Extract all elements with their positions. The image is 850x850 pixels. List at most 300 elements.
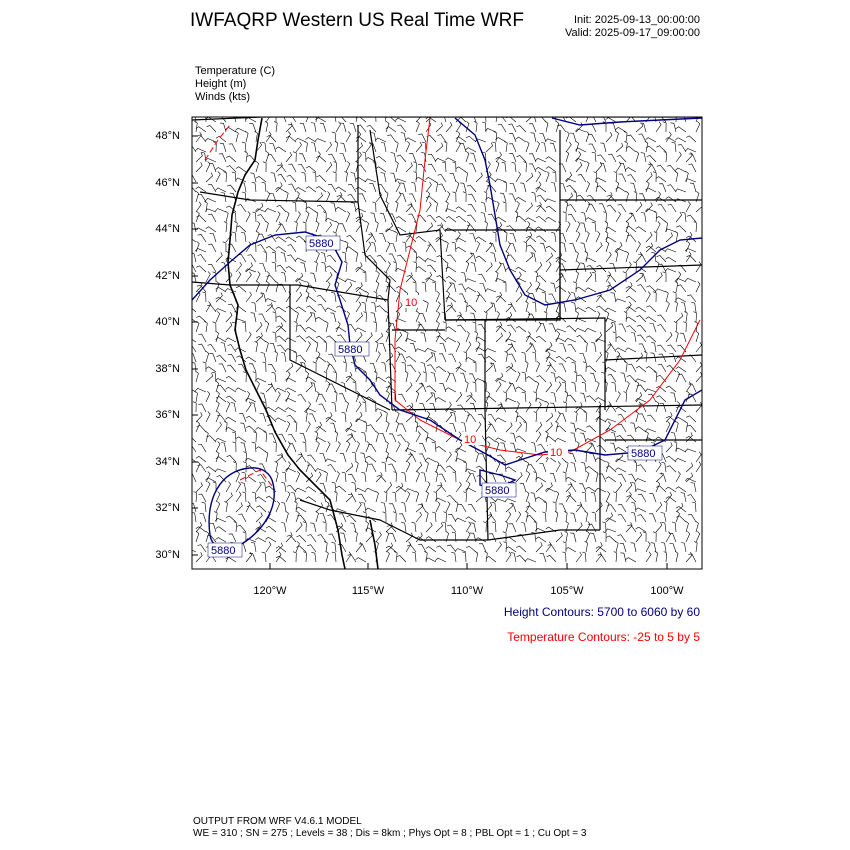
- wind-barb: [277, 265, 286, 272]
- wind-barb: [606, 342, 611, 352]
- wind-barb: [592, 512, 596, 522]
- wind-barb: [335, 431, 338, 442]
- wind-barb: [447, 305, 456, 312]
- wind-barb: [504, 141, 507, 152]
- wind-barb: [335, 141, 338, 152]
- wind-barb: [466, 253, 472, 263]
- wind-barb: [296, 273, 303, 282]
- wind-barb: [236, 471, 240, 482]
- wind-barb: [204, 321, 207, 332]
- wind-barb: [696, 452, 701, 462]
- wind-barb: [626, 231, 629, 242]
- wind-barb: [367, 125, 376, 132]
- wind-barb: [246, 426, 256, 432]
- wind-barb: [230, 113, 236, 122]
- wind-barb: [294, 321, 297, 332]
- wind-barb: [241, 443, 246, 452]
- wind-barb: [446, 402, 451, 412]
- wind-barb: [670, 543, 677, 552]
- wind-barb: [527, 515, 536, 522]
- wind-barb: [416, 471, 420, 482]
- wind-barb: [536, 141, 540, 152]
- wind-barb: [516, 512, 521, 522]
- wind-barb: [186, 237, 196, 242]
- wind-barb: [306, 371, 309, 382]
- wind-barb: [565, 179, 576, 182]
- wind-barb: [405, 371, 408, 382]
- wind-barb: [209, 354, 216, 362]
- lat-label: 46°N: [155, 177, 180, 189]
- wind-barb: [586, 366, 596, 372]
- wind-barb: [281, 272, 286, 282]
- wind-barb: [596, 502, 602, 512]
- wind-barb: [438, 135, 447, 142]
- wind-barb: [636, 273, 643, 282]
- wind-barb: [333, 172, 336, 182]
- wind-barb: [668, 204, 676, 212]
- lon-label: 110°W: [450, 585, 484, 597]
- wind-barb: [195, 148, 206, 152]
- wind-barb: [432, 512, 436, 522]
- wind-barb: [446, 501, 450, 512]
- wind-barb: [452, 242, 456, 252]
- wind-barb: [616, 187, 626, 192]
- wind-barb: [306, 211, 309, 222]
- wind-barb: [252, 182, 256, 192]
- wind-barb: [576, 231, 580, 242]
- wind-barb: [506, 302, 512, 312]
- wind-barb: [476, 173, 482, 183]
- wind-barb: [673, 292, 676, 302]
- wind-barb: [626, 307, 636, 312]
- height-contours: [192, 118, 702, 548]
- wind-barb: [396, 411, 399, 422]
- wind-barb: [654, 212, 657, 223]
- wind-barb: [686, 136, 696, 142]
- wind-barb: [437, 485, 446, 492]
- wind-barb: [198, 194, 206, 202]
- wind-barb: [489, 244, 496, 252]
- wind-barb: [185, 548, 196, 552]
- wind-barb: [206, 161, 210, 172]
- wind-barb: [312, 172, 316, 182]
- wind-barb: [665, 269, 676, 272]
- wind-barb: [477, 295, 486, 302]
- wind-barb: [238, 514, 246, 522]
- wind-barb: [666, 138, 677, 143]
- wind-barb: [570, 133, 576, 142]
- wind-barb: [266, 542, 271, 552]
- wind-barb: [202, 502, 206, 512]
- wind-barb: [286, 211, 289, 222]
- wind-barb: [467, 305, 476, 312]
- wind-barb: [297, 355, 306, 362]
- wind-barb: [406, 382, 412, 392]
- wind-barb: [186, 436, 196, 442]
- wind-barb: [676, 313, 683, 322]
- wind-barb: [303, 552, 306, 562]
- wind-barb: [266, 537, 277, 542]
- wind-barb: [340, 533, 346, 542]
- wind-barb: [416, 503, 423, 512]
- wind-barb: [545, 139, 556, 142]
- wind-barb: [586, 272, 592, 282]
- wind-barb: [256, 293, 263, 302]
- wind-barb: [571, 433, 577, 442]
- wind-barb: [589, 454, 596, 462]
- wind-barb: [205, 139, 216, 143]
- wind-barb: [576, 407, 586, 412]
- wind-barb: [616, 392, 620, 403]
- wind-barb: [326, 441, 330, 452]
- wind-barb: [675, 281, 678, 292]
- wind-barb: [546, 422, 552, 432]
- wind-barb: [344, 261, 347, 272]
- lat-label: 38°N: [155, 363, 180, 375]
- wind-barb: [355, 328, 366, 332]
- wind-barb: [406, 202, 412, 212]
- wind-barb: [356, 292, 361, 302]
- wind-barb: [546, 217, 556, 222]
- wind-barb: [443, 512, 446, 522]
- wind-barb: [446, 267, 456, 272]
- wind-barb: [226, 396, 236, 402]
- wind-barb: [326, 162, 332, 172]
- wind-barb: [426, 393, 433, 402]
- wind-barb: [386, 127, 396, 132]
- wind-barb: [646, 552, 651, 562]
- wind-barb: [586, 467, 596, 473]
- wind-barb: [596, 552, 602, 562]
- wind-barb: [635, 508, 646, 512]
- wind-barb: [436, 482, 442, 492]
- wind-barb: [415, 349, 426, 352]
- wind-barb: [510, 243, 517, 252]
- wind-barb: [491, 253, 497, 262]
- wind-barb: [671, 393, 676, 402]
- wind-barb: [466, 472, 470, 483]
- wind-barb: [215, 438, 226, 442]
- wind-barb: [568, 344, 576, 352]
- wind-barb: [316, 511, 319, 522]
- wind-barb: [526, 282, 532, 292]
- wind-barb: [575, 129, 586, 132]
- wind-barb: [226, 516, 236, 522]
- wind-barb: [455, 448, 466, 452]
- wind-barb: [666, 497, 676, 502]
- wind-barb: [431, 373, 436, 382]
- wind-barb: [269, 434, 276, 442]
- wind-barb: [675, 458, 686, 462]
- wind-barb: [326, 361, 330, 372]
- wind-barb: [656, 272, 662, 282]
- wind-barb: [552, 172, 556, 182]
- wind-barb: [316, 251, 319, 262]
- wind-barb: [536, 381, 539, 392]
- wind-barb: [236, 167, 246, 172]
- wind-barb: [372, 402, 376, 412]
- wind-barb: [315, 341, 318, 352]
- wind-barb: [496, 382, 501, 392]
- wind-barb: [646, 336, 656, 342]
- wind-barb: [277, 345, 286, 352]
- wind-barb: [688, 164, 696, 172]
- wind-barb: [676, 152, 681, 162]
- wind-barb: [386, 551, 390, 562]
- wind-barb: [606, 536, 616, 542]
- wind-barb: [347, 235, 356, 242]
- wind-barb: [627, 135, 636, 142]
- wind-barb: [666, 332, 672, 342]
- wind-barb: [263, 162, 266, 172]
- wind-barb: [361, 432, 366, 442]
- wind-barb: [227, 365, 236, 372]
- map-frame: [192, 117, 702, 569]
- wind-barb: [641, 153, 646, 162]
- wind-barb: [666, 301, 669, 312]
- wind-barb: [574, 411, 577, 422]
- wind-barb: [516, 422, 522, 432]
- wind-barb: [286, 462, 291, 473]
- wind-barb: [386, 331, 389, 342]
- wind-barb: [688, 514, 696, 522]
- wind-barb: [400, 183, 406, 192]
- wind-barb: [658, 364, 666, 372]
- wind-barb: [276, 222, 281, 232]
- wind-barb: [587, 195, 596, 202]
- wind-barb: [361, 503, 366, 513]
- wind-barb: [545, 349, 556, 352]
- wind-barb: [646, 541, 650, 552]
- wind-barb: [596, 542, 602, 552]
- wind-barb: [303, 522, 306, 532]
- wind-barb: [418, 324, 426, 332]
- wind-barb: [344, 171, 347, 182]
- wind-barb: [442, 522, 446, 532]
- wind-barb: [681, 493, 686, 502]
- wind-barb: [691, 483, 696, 492]
- wind-barb: [624, 141, 627, 152]
- wind-barb: [220, 143, 226, 152]
- wind-barb: [646, 292, 650, 303]
- wind-barb: [353, 382, 356, 392]
- wind-barb: [577, 505, 586, 512]
- wind-barb: [261, 353, 266, 362]
- wind-barb: [190, 253, 196, 262]
- wind-barb: [334, 391, 337, 402]
- wind-barb: [685, 278, 696, 282]
- wind-barb: [686, 202, 690, 213]
- wind-barb: [198, 404, 206, 412]
- wind-barb: [216, 381, 219, 392]
- wind-barb: [435, 181, 438, 192]
- wind-barb: [196, 187, 206, 192]
- wind-barb: [397, 556, 406, 563]
- wind-barb: [281, 502, 286, 512]
- wind-barb: [686, 552, 692, 562]
- wind-barb: [566, 357, 576, 362]
- field-label-height: Height (m): [195, 78, 247, 90]
- wind-barb: [242, 322, 246, 332]
- wind-barb: [266, 221, 269, 232]
- wind-barb: [606, 477, 616, 482]
- wind-barb: [658, 325, 667, 332]
- wind-barb: [616, 181, 619, 192]
- wind-barb: [409, 154, 416, 162]
- wind-barb: [380, 213, 386, 222]
- wind-barb: [426, 522, 432, 532]
- wind-barb: [367, 425, 376, 432]
- wind-barb: [536, 402, 541, 412]
- wind-barb: [676, 212, 682, 222]
- wind-barb: [626, 522, 632, 532]
- wind-barb: [324, 342, 327, 353]
- wind-barb: [455, 501, 458, 512]
- wind-barb: [526, 402, 531, 412]
- wind-barb: [439, 474, 447, 482]
- wind-barb: [596, 242, 602, 252]
- wind-barb: [551, 232, 556, 242]
- wind-barb: [306, 487, 316, 492]
- wind-barb: [260, 413, 266, 422]
- wind-barb: [372, 202, 376, 212]
- wind-barb: [549, 294, 556, 302]
- wind-barb: [376, 167, 386, 172]
- wind-barb: [412, 552, 416, 562]
- wind-barb: [206, 391, 210, 402]
- wind-barb: [647, 155, 656, 162]
- wind-barb: [529, 154, 536, 162]
- wind-barb: [583, 362, 586, 372]
- wind-barb: [675, 168, 686, 172]
- wind-barb: [585, 541, 588, 552]
- wind-barb: [306, 461, 309, 472]
- wind-barb: [326, 191, 330, 202]
- wind-barb: [627, 435, 636, 442]
- wind-barb: [205, 209, 216, 212]
- lat-label: 30°N: [155, 549, 180, 561]
- wind-barb: [216, 411, 220, 422]
- wind-barb: [675, 138, 686, 142]
- wind-barb: [608, 505, 617, 512]
- wind-barb: [507, 255, 516, 262]
- wind-barb: [635, 489, 646, 492]
- wind-barb: [667, 345, 676, 352]
- wind-barb: [686, 521, 689, 532]
- wind-barb: [556, 532, 562, 542]
- wind-barb: [477, 475, 486, 482]
- wind-barb: [566, 142, 571, 152]
- wind-barb: [682, 212, 686, 222]
- wind-barb: [427, 215, 436, 222]
- wind-barb: [651, 543, 656, 552]
- wind-barb: [463, 352, 466, 362]
- wind-barb: [675, 551, 678, 562]
- wind-barb: [561, 303, 567, 312]
- wind-barb: [661, 462, 666, 472]
- wind-barb: [466, 411, 469, 422]
- wind-barb: [234, 221, 237, 232]
- wind-barb: [406, 141, 410, 152]
- wind-barb: [326, 142, 332, 152]
- wind-barb: [206, 302, 211, 313]
- wind-barb: [216, 331, 219, 342]
- wind-barb: [215, 379, 226, 383]
- wind-barb: [555, 511, 558, 522]
- wind-barb: [186, 306, 196, 312]
- wind-barb: [610, 123, 616, 132]
- wind-barb: [624, 311, 627, 322]
- wind-barb: [694, 222, 697, 233]
- wind-barb: [306, 342, 311, 353]
- wind-barb: [476, 451, 479, 462]
- wind-barb: [546, 401, 549, 412]
- wind-barb: [196, 371, 199, 382]
- wind-barb: [266, 321, 269, 332]
- wind-barb: [461, 272, 466, 282]
- wind-barb: [446, 327, 456, 332]
- wind-barb: [615, 348, 626, 352]
- wind-barb: [516, 401, 519, 412]
- wind-barb: [278, 224, 286, 232]
- wind-barb: [428, 164, 436, 172]
- wind-barb: [486, 363, 492, 373]
- wind-barb: [650, 324, 657, 333]
- wind-barb: [684, 311, 687, 322]
- wind-barb: [636, 307, 646, 312]
- wind-barb: [656, 396, 666, 402]
- wind-barb: [595, 178, 606, 182]
- wind-barb: [281, 353, 286, 363]
- wind-barb: [384, 411, 387, 422]
- wind-barb: [207, 305, 216, 312]
- wind-barb: [275, 388, 286, 392]
- wind-barb: [644, 351, 647, 362]
- wind-barb: [635, 479, 646, 483]
- wind-barb: [578, 174, 586, 182]
- wind-barb: [516, 472, 522, 482]
- wind-barb: [386, 241, 390, 252]
- wind-barb: [418, 544, 426, 552]
- wind-barb: [318, 394, 326, 402]
- wind-barb: [316, 221, 319, 232]
- wind-barb: [224, 421, 227, 432]
- wind-barb: [286, 122, 292, 132]
- wind-barb: [436, 546, 446, 552]
- wind-barb: [226, 156, 236, 162]
- wind-barb: [516, 137, 526, 142]
- wind-barb: [666, 412, 672, 422]
- wind-barb: [579, 484, 586, 492]
- wind-barb: [323, 522, 326, 532]
- wind-barb: [421, 333, 426, 342]
- wind-barb: [380, 343, 387, 352]
- wind-barb: [516, 267, 526, 272]
- wind-barb: [573, 282, 576, 292]
- wind-barb: [504, 231, 507, 242]
- wind-barb: [285, 388, 296, 392]
- wind-barb: [196, 241, 199, 252]
- wind-barb: [276, 211, 280, 222]
- wind-barb: [606, 227, 616, 232]
- wind-barb: [551, 393, 556, 403]
- wind-barb: [510, 433, 516, 442]
- wind-barb: [478, 274, 486, 282]
- wind-barb: [436, 447, 446, 453]
- wind-barb: [606, 241, 609, 252]
- wind-barb: [535, 158, 546, 162]
- wind-barb: [197, 425, 206, 432]
